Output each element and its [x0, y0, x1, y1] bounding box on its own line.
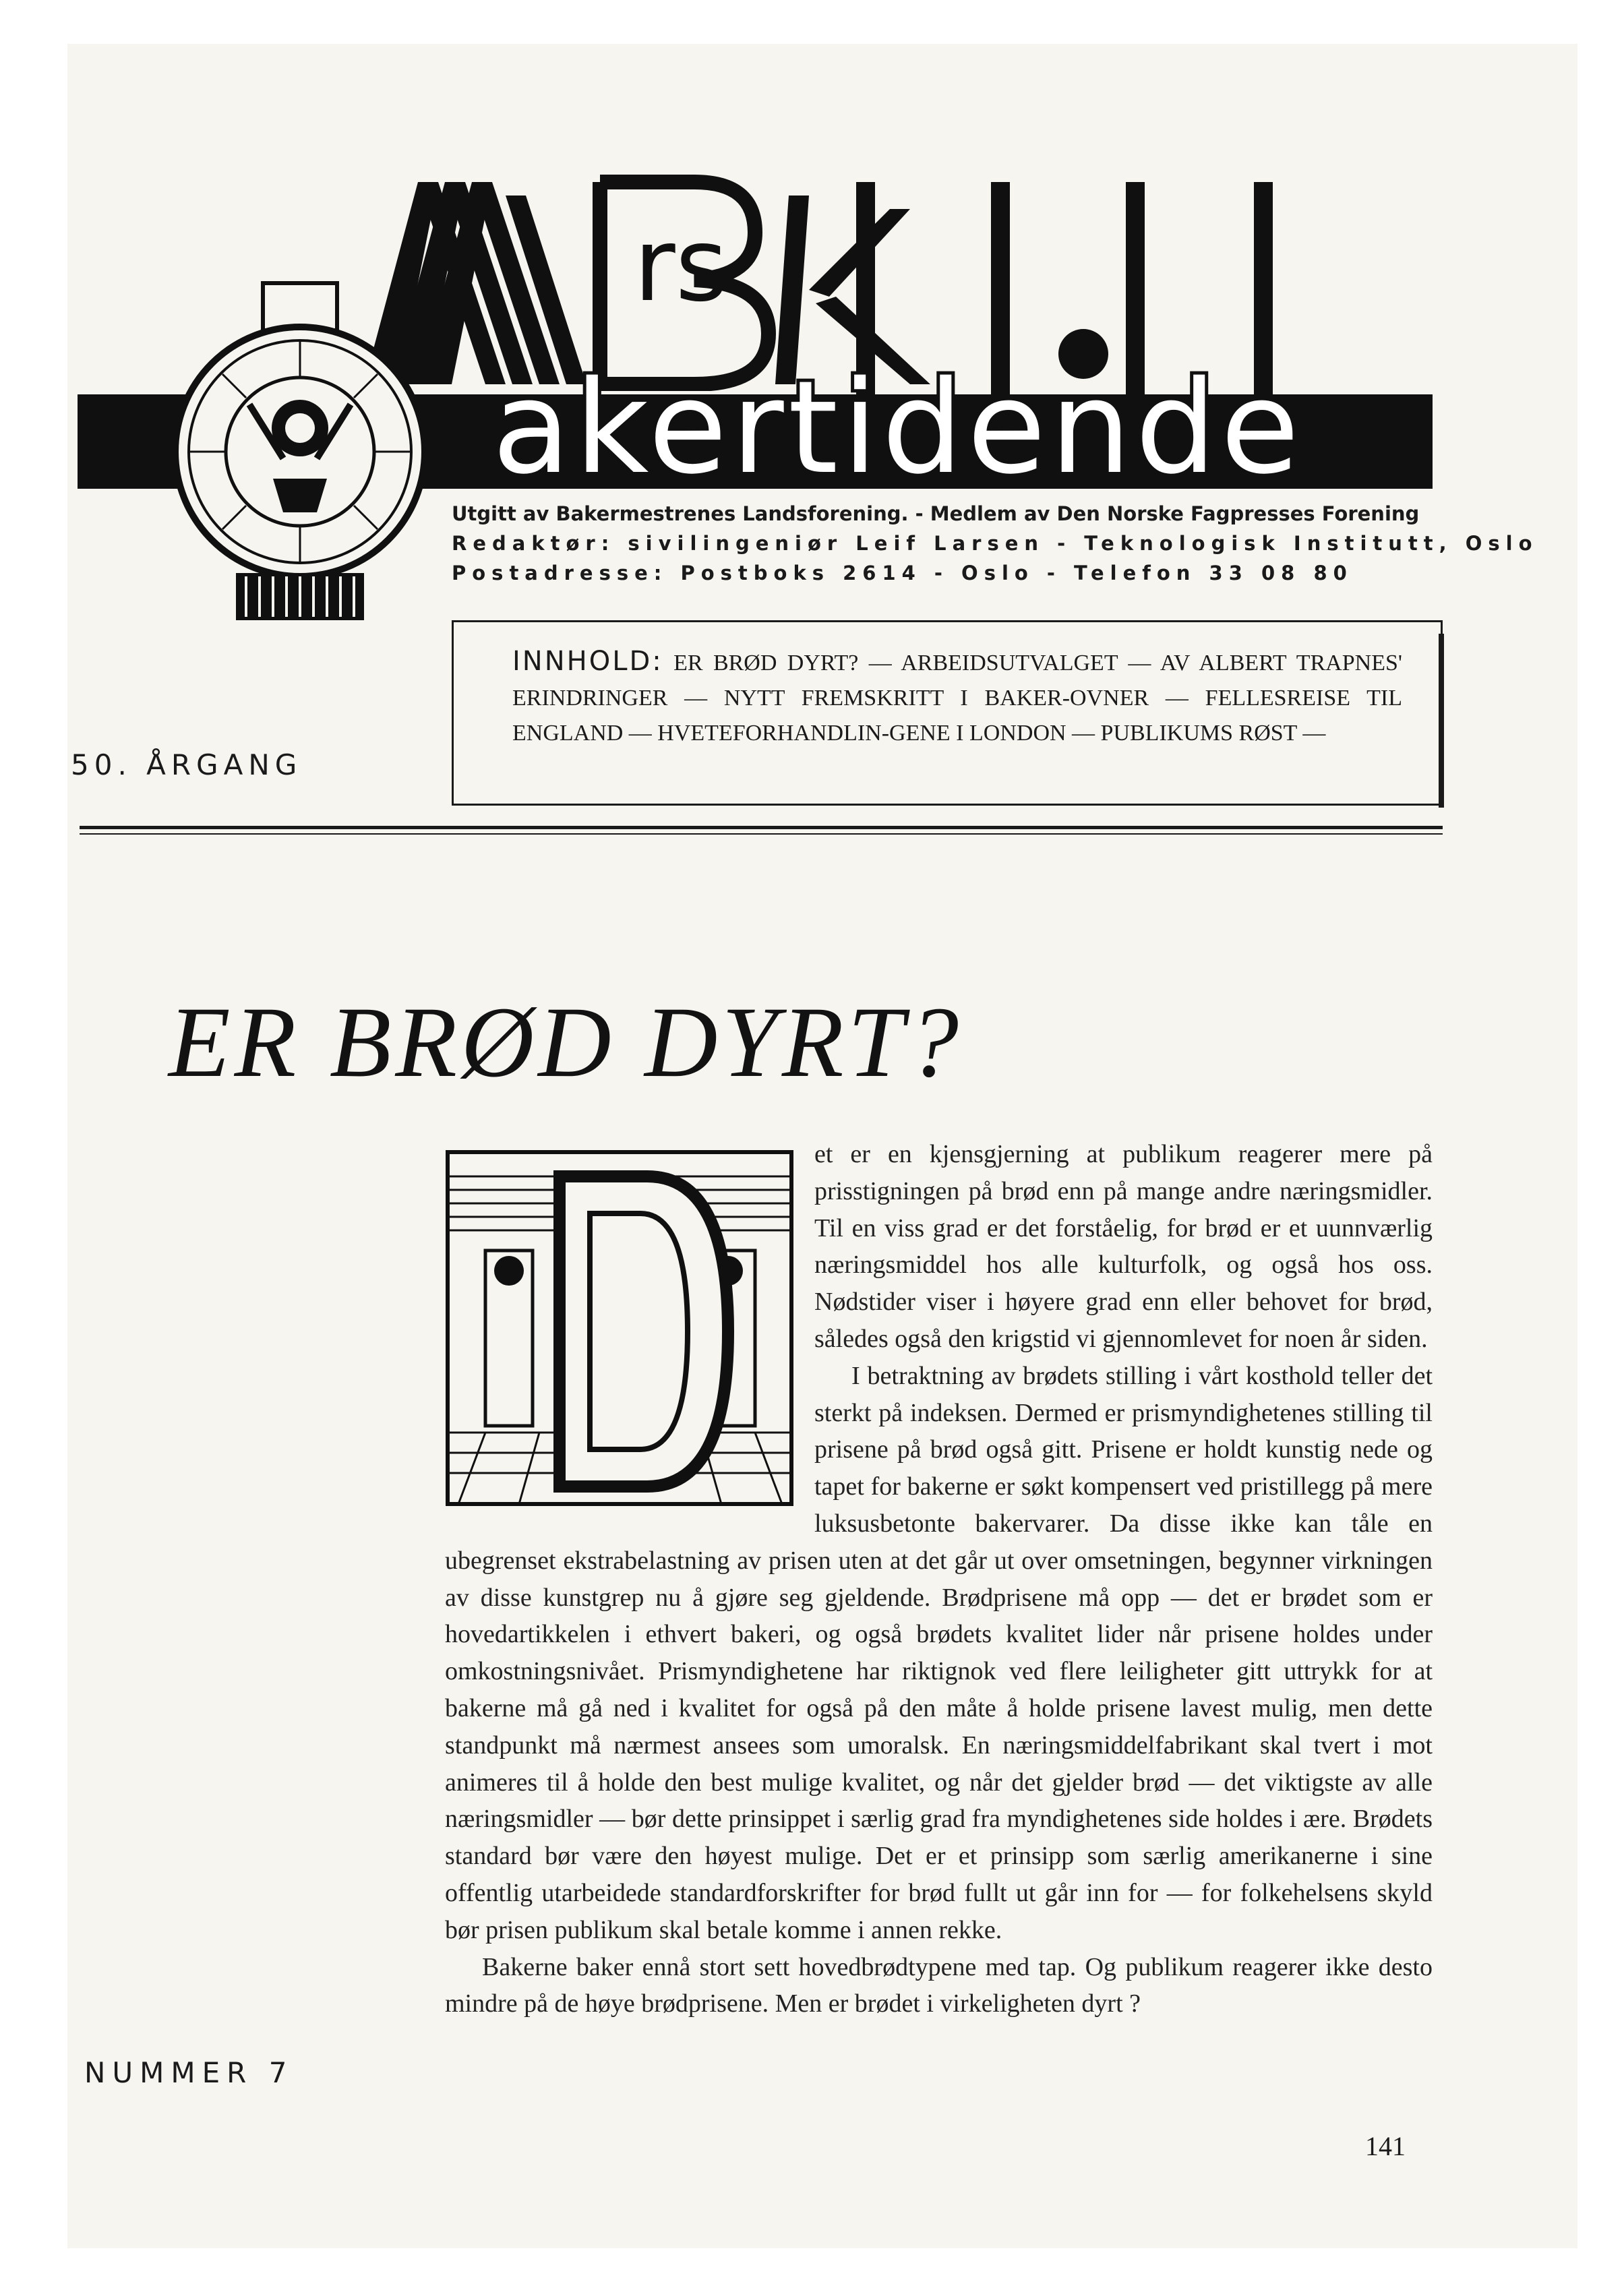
- volume-label: 50. ÅRGANG: [71, 748, 303, 781]
- contents-label: INNHOLD:: [512, 646, 663, 677]
- article-paragraph-2: I betraktning av brødets stilling i vårt kosthold teller det sterkt på indeksen. Dermed er prismyndighetenes stilling til prisene på brød også gitt. Prisene er holdt kunstig nede og tapet for bakerne er søkt kompensert ved pristillegg på mere luksusbetonte bakervarer. Da disse ikke kan tåle en ubegrenset ekstrabelastning av prisen uten at det går ut over omsetningen, begynner virkningen av disse kunstgrep nu å gjøre seg gjeldende. Brødprisene må opp — det er brødet som er hovedartikkelen i ethvert bakeri, og også brødets kvalitet lider når prisene holdes under omkostningsnivået. Prismyndighetene har riktignok ved flere leiligheter gitt uttrykk for at bakerne må gå ned i kvalitet for også på den måte å holde prisene lavest mulig, men dette standpunkt må nærmest ansees som umoralsk. En næringsmiddelfabrikant skal tvert i mot animeres til å holde den best mulige kvalitet, og når det gjelder brød — det viktigste av alle næringsmidler — bør dette prinsippet i særlig grad fra myndighetenes side holdes i ære. Brødets standard bør være den høyest mulige. Det er et prinsipp som særlig amerikanerne i sine offentlig utarbeidede standardforskrifter for brød fullt ut går inn for — for folkehelsens skyld bør prisen publikum skal betale komme i annen rekke.: [445, 1361, 1433, 1944]
- article-paragraph-3: Bakerne baker ennå stort sett hovedbrødtypene med tap. Og publikum reagerer ikke desto mindre på de høye brødprisene. Men er brødet i virkeligheten dyrt ?: [445, 1952, 1433, 2018]
- dropcap-space: [445, 1145, 814, 1513]
- publisher-line: Utgitt av Bakermestrenes Landsforening. - Medlem av Den Norske Fagpresses Forening: [452, 502, 1420, 525]
- contents-items: ER BRØD DYRT? — ARBEIDSUTVALGET — AV ALBERT TRAPNES' ERINDRINGER — NYTT FREMSKRITT I BAKER-OVNER — FELLESREISE TIL ENGLAND — HVETEFORHANDLIN-GENE I LONDON — PUBLIKUMS RØST —: [512, 651, 1403, 746]
- editor-line: Redaktør: sivilingeniør Leif Larsen - Teknologisk Institutt, Oslo: [452, 532, 1538, 555]
- article-paragraph-1: et er en kjensgjerning at publikum reagerer mere på prisstigningen på brød enn på mange andre næringsmidler. Til en viss grad er det forståelig, for brød er et uunnværlig næringsmiddel hos alle kulturfolk, og også hos oss. Nødstider viser i høyere grad enn eller behovet for brød, således også den krigstid vi gjennomlevet for noen år siden.: [814, 1140, 1433, 1353]
- header-rule: [80, 826, 1443, 829]
- svg-text:rs: rs: [634, 207, 728, 324]
- article-body: [445, 1136, 1433, 2022]
- association-emblem-logo: [162, 276, 431, 627]
- contents-text: [512, 644, 1402, 751]
- article-headline: ER BRØD DYRT?: [169, 986, 963, 1098]
- page-number: 141: [1365, 2131, 1406, 2161]
- address-line: Postadresse: Postboks 2614 - Oslo - Telefon 33 08 80: [452, 562, 1353, 584]
- masthead-title: akertidende: [492, 353, 1304, 502]
- header-rule-thin: [80, 833, 1443, 835]
- publication-info: [452, 499, 1538, 588]
- contents-box-shadow: [1439, 634, 1444, 808]
- issue-label: NUMMER 7: [84, 2056, 294, 2089]
